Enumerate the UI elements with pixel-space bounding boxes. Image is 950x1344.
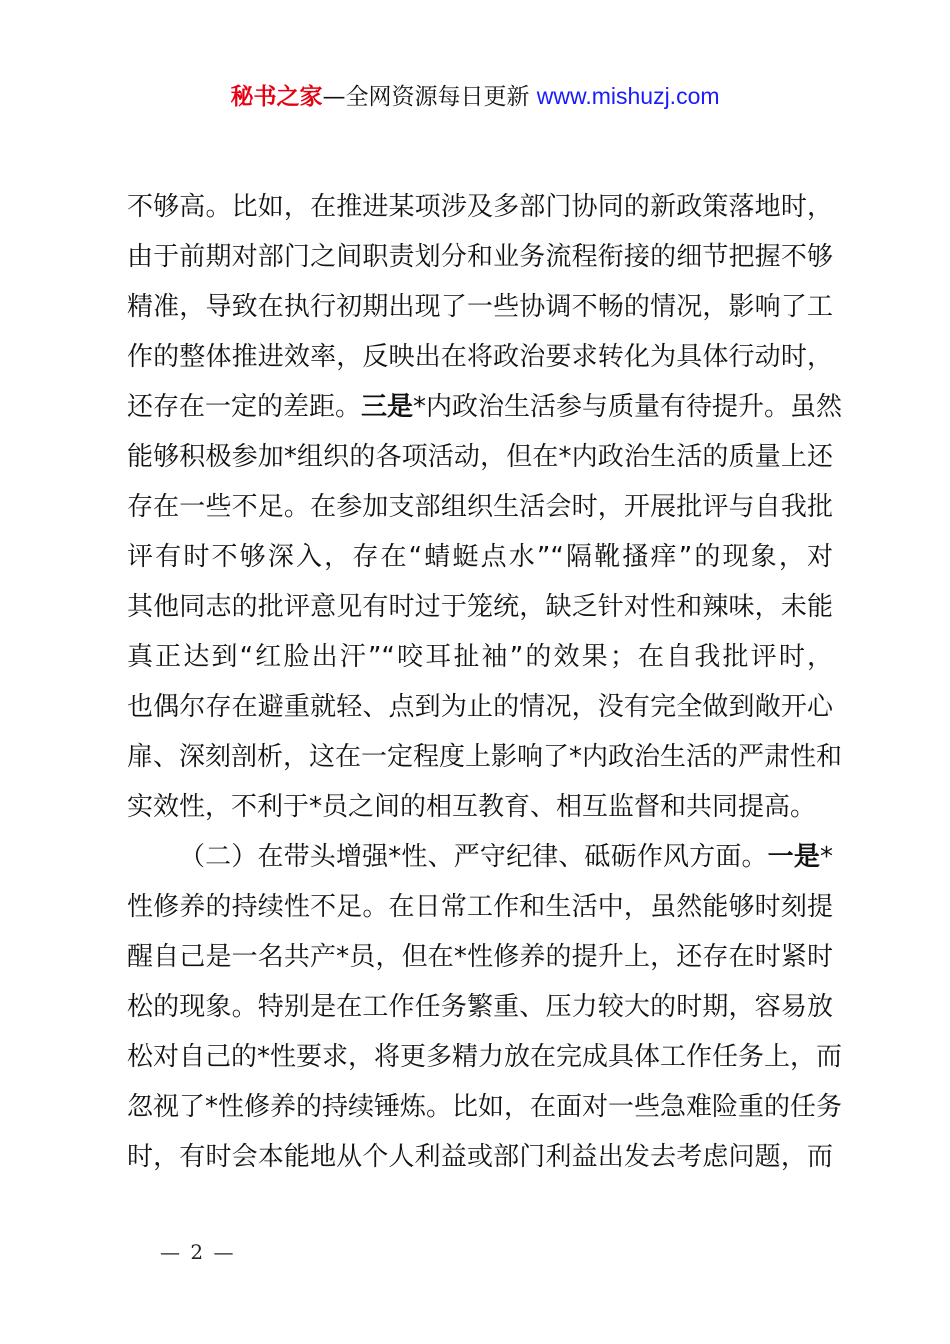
text-segment: 精准，导致在执行初期出现了一些协调不畅的情况，影响了工 bbox=[127, 292, 833, 322]
text-line bbox=[127, 432, 833, 482]
text-segment: （二）在带头增强*性、严守纪律、砥砺作风方面。 bbox=[179, 842, 768, 872]
text-segment: 也偶尔存在避重就轻、点到为止的情况，没有完全做到敞开心 bbox=[127, 692, 833, 722]
text-segment: 作的整体推进效率，反映出在将政治要求转化为具体行动时， bbox=[127, 342, 833, 372]
document-body bbox=[127, 182, 843, 1182]
text-segment: 松对自己的*性要求，将更多精力放在完成具体工作任务上，而 bbox=[127, 1042, 843, 1072]
text-line bbox=[127, 732, 843, 782]
text-segment: 忽视了*性修养的持续锤炼。比如，在面对一些急难险重的任务 bbox=[127, 1092, 843, 1122]
text-line bbox=[127, 582, 833, 632]
text-segment: 扉、深刻剖析，这在一定程度上影响了*内政治生活的严肃性和 bbox=[127, 742, 843, 772]
text-line bbox=[127, 232, 833, 282]
header-tagline: —全网资源每日更新 bbox=[322, 84, 537, 110]
bold-text-segment: 一是 bbox=[767, 842, 820, 872]
text-segment: 醒自己是一名共产*员，但在*性修养的提升上，还存在时紧时 bbox=[127, 942, 833, 972]
text-line bbox=[127, 832, 833, 882]
text-segment: 实效性，不利于*员之间的相互教育、相互监督和共同提高。 bbox=[127, 792, 817, 822]
text-line bbox=[127, 882, 833, 932]
text-segment: 评有时不够深入，存在“蜻蜓点水”“隔靴搔痒”的现象，对 bbox=[127, 542, 833, 572]
text-line bbox=[127, 982, 833, 1032]
text-segment: * bbox=[819, 842, 833, 872]
text-line bbox=[127, 682, 833, 732]
text-line bbox=[127, 282, 833, 332]
text-segment: 由于前期对部门之间职责划分和业务流程衔接的细节把握不够 bbox=[127, 242, 833, 272]
text-segment: *内政治生活参与质量有待提升。虽然 bbox=[413, 392, 843, 422]
text-segment: 其他同志的批评意见有时过于笼统，缺乏针对性和辣味，未能 bbox=[127, 592, 833, 622]
brand-name: 秘书之家 bbox=[230, 84, 323, 110]
page-number: — 2 — bbox=[160, 1240, 236, 1264]
text-line bbox=[127, 1082, 843, 1132]
text-segment: 不够高。比如，在推进某项涉及多部门协同的新政策落地时， bbox=[127, 192, 833, 222]
text-line bbox=[127, 382, 843, 432]
text-line bbox=[127, 1132, 833, 1182]
text-segment: 松的现象。特别是在工作任务繁重、压力较大的时期，容易放 bbox=[127, 992, 833, 1022]
text-segment: 能够积极参加*组织的各项活动，但在*内政治生活的质量上还 bbox=[127, 442, 833, 472]
bold-text-segment: 三是 bbox=[361, 392, 414, 422]
text-line bbox=[127, 482, 833, 532]
site-header bbox=[0, 80, 950, 113]
text-line bbox=[127, 532, 833, 582]
text-segment: 存在一些不足。在参加支部组织生活会时，开展批评与自我批 bbox=[127, 492, 833, 522]
text-line bbox=[127, 632, 833, 682]
site-url-link[interactable]: www.mishuzj.com bbox=[536, 83, 720, 109]
text-segment: 时，有时会本能地从个人利益或部门利益出发去考虑问题，而 bbox=[127, 1142, 833, 1172]
text-segment: 性修养的持续性不足。在日常工作和生活中，虽然能够时刻提 bbox=[127, 892, 833, 922]
text-line bbox=[127, 782, 833, 832]
text-segment: 真正达到“红脸出汗”“咬耳扯袖”的效果；在自我批评时， bbox=[127, 642, 833, 672]
text-line bbox=[127, 1032, 843, 1082]
text-line bbox=[127, 182, 833, 232]
text-segment: 还存在一定的差距。 bbox=[127, 392, 362, 422]
text-line bbox=[127, 932, 833, 982]
text-line bbox=[127, 332, 833, 382]
